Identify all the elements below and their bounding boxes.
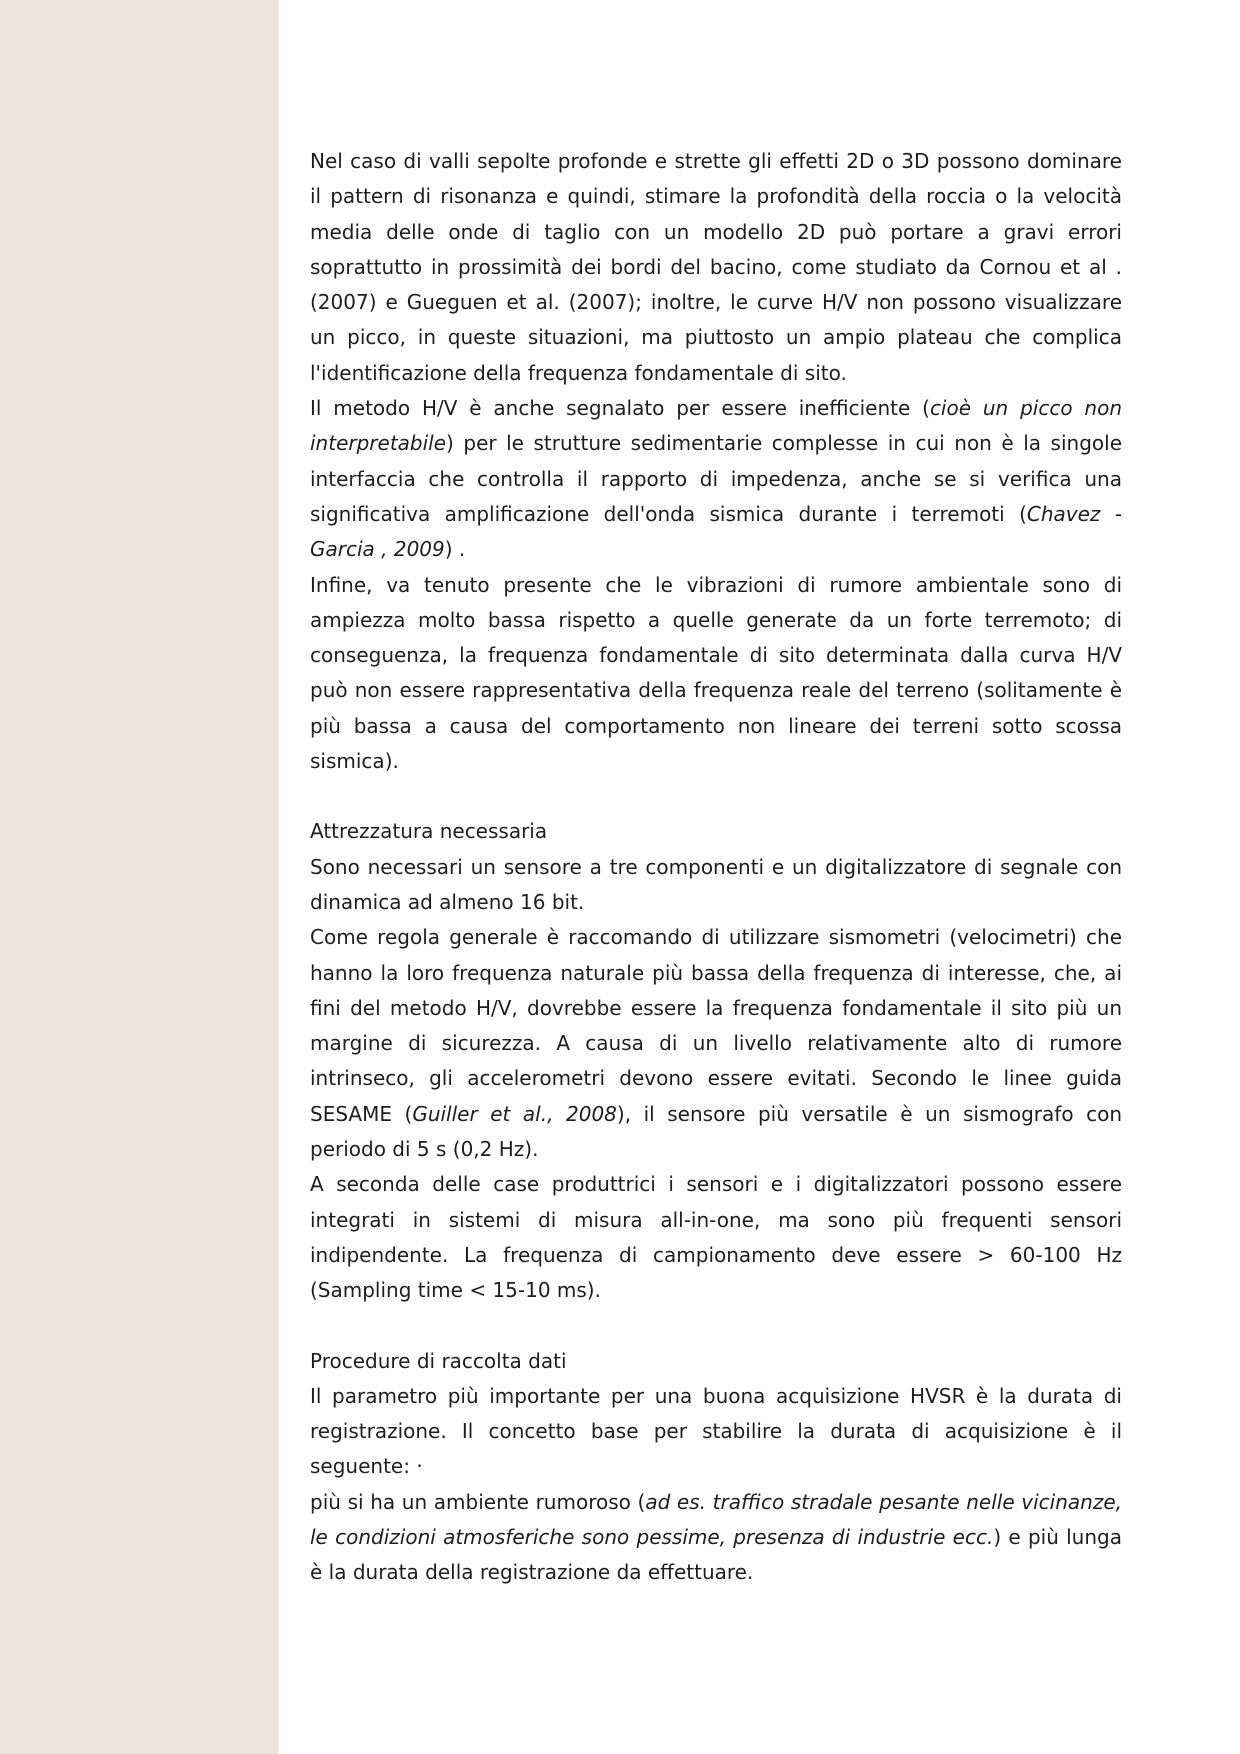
text-run: Come regola generale è raccomando di utilizzare sismometri (velocimetri) che hanno la loro frequenza naturale più bassa della frequenza di interesse, che, ai fini del metodo H/V, dovrebbe essere la frequenza fondamentale il sito più un margine di sicurezza. A causa di un livello relativamente alto di rumore intrinseco, gli accelerometri devono essere evitati. Secondo le linee guida SESAME ( — [310, 925, 1122, 1126]
italic-text: cioè un picco non interpretabile — [310, 396, 1122, 456]
paragraph-digitizers: A seconda delle case produttrici i sensori e i digitalizzatori possono essere integrati in sistemi di misura all-in-one, ma sono più frequenti sensori indipendente. La frequenza di campionamento deve essere > 60-100 Hz (Sampling time < 15-10 ms). — [310, 1172, 1122, 1303]
section-heading-equipment: Attrezzatura necessaria — [310, 819, 548, 844]
text-run: ) . — [444, 537, 466, 562]
paragraph-2d-3d-effects: Nel caso di valli sepolte profonde e strette gli effetti 2D o 3D possono dominare il pattern di risonanza e quindi, stimare la profondità della roccia o la velocità media delle onde di taglio con un modello 2D può portare a gravi errori soprattutto in prossimità dei bordi del bacino, come studiato da Cornou et al . (2007) e Gueguen et al. (2007); inoltre, le curve H/V non possono visualizzare un picco, in queste situazioni, ma piuttosto un ampio plateau che complica l'identificazione della frequenza fondamentale di sito. — [310, 149, 1122, 385]
text-run: ), il sensore più versatile è un sismografo con periodo di 5 s (0,2 Hz). — [310, 1101, 1123, 1162]
section-heading-procedures: Procedure di raccolta dati — [310, 1348, 567, 1373]
side-band — [0, 0, 279, 1754]
text-run: ) e più lunga è la durata della registrazione da effettuare. — [310, 1524, 1122, 1585]
paragraph-gap — [310, 779, 1122, 814]
paragraph-noisy-environment — [310, 1485, 1122, 1591]
paragraph-seismometers — [310, 920, 1122, 1167]
document-body — [310, 144, 1122, 1591]
paragraph-gap — [310, 1309, 1122, 1344]
italic-text: ad es. traffico stradale pesante nelle vicinanze, le condizioni atmosferiche sono pessime, presenza di industrie ecc. — [310, 1489, 1122, 1549]
paragraph-hv-inefficiency — [310, 391, 1122, 567]
paragraph-sensor: Sono necessari un sensore a tre componenti e un digitalizzatore di segnale con dinamica ad almeno 16 bit. — [310, 854, 1122, 914]
text-run: ) per le strutture sedimentarie complesse in cui non è la singole interfaccia che controlla il rapporto di impedenza, anche se si verifica una significativa amplificazione dell'onda sismica durante i terremoti ( — [310, 431, 1122, 526]
paragraph-ambient-noise: Infine, va tenuto presente che le vibrazioni di rumore ambientale sono di ampiezza molto bassa rispetto a quelle generate da un forte terremoto; di conseguenza, la frequenza fondamentale di sito determinata dalla curva H/V può non essere rappresentativa della frequenza reale del terreno (solitamente è più bassa a causa del comportamento non lineare dei terreni sotto scossa sismica). — [310, 572, 1122, 774]
text-run: più si ha un ambiente rumoroso ( — [310, 1489, 646, 1514]
paragraph-duration: Il parametro più importante per una buona acquisizione HVSR è la durata di registrazione. Il concetto base per stabilire la durata di acquisizione è il seguente: · — [310, 1383, 1122, 1479]
text-run: Il metodo H/V è anche segnalato per essere inefficiente ( — [310, 396, 930, 421]
citation: Guiller et al., 2008 — [412, 1101, 617, 1126]
citation: Chavez - Garcia , 2009 — [310, 501, 1122, 562]
